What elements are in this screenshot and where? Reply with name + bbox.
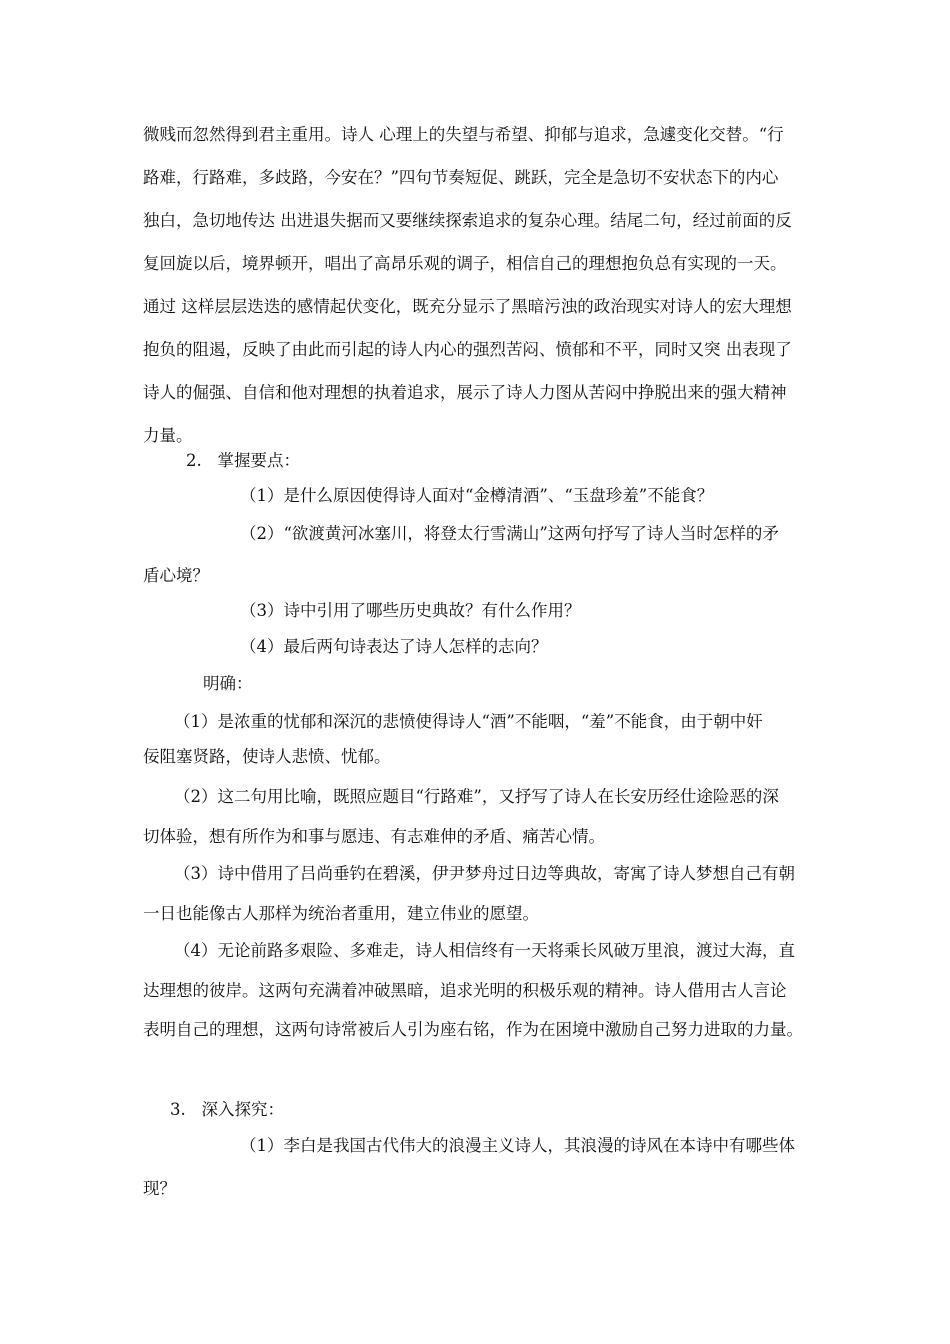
section-heading: 3. 深入探究：: [170, 1100, 284, 1119]
answer-item-continued: 一日也能像古人那样为统治者重用，建立伟业的愿望。: [143, 904, 539, 923]
answer-item: （2）这二句用比喻，既照应题目“行路难”，又抒写了诗人在长安历经仕途险恶的深: [174, 787, 779, 806]
question-item: （2）“欲渡黄河冰塞川，将登太行雪满山”这两句抒写了诗人当时怎样的矛: [240, 524, 779, 543]
answer-item: （3）诗中借用了吕尚垂钓在碧溪，伊尹梦舟过日边等典故，寄寓了诗人梦想自己有朝: [174, 864, 795, 883]
answer-item-continued: 达理想的彼岸。这两句充满着冲破黑暗，追求光明的积极乐观的精神。诗人借用古人言论: [143, 981, 787, 1000]
question-item-continued: 盾心境？: [143, 566, 209, 585]
paragraph-line: 独白，急切地传达 出进退失据而又要继续探索追求的复杂心理。结尾二句，经过前面的反: [143, 211, 792, 230]
answer-item: （1）是浓重的忧郁和深沉的悲愤使得诗人“酒”不能咽，“羞”不能食，由于朝中奸: [174, 712, 763, 731]
question-item: （1）李白是我国古代伟大的浪漫主义诗人，其浪漫的诗风在本诗中有哪些体: [240, 1136, 795, 1155]
question-item: （1）是什么原因使得诗人面对“金樽清酒”、“玉盘珍羞”不能食？: [240, 486, 714, 505]
paragraph-line: 复回旋以后，境界顿开，唱出了高昂乐观的调子，相信自己的理想抱负总有实现的一天。: [143, 254, 787, 273]
paragraph-line: 通过 这样层层迭迭的感情起伏变化，既充分显示了黑暗污浊的政治现实对诗人的宏大理想: [143, 297, 792, 316]
answer-item-continued: 表明自己的理想，这两句诗常被后人引为座右铭，作为在困境中激励自己努力进取的力量。: [143, 1020, 803, 1039]
paragraph-line: 力量。: [143, 426, 193, 445]
paragraph-line: 路难，行路难，多歧路，今安在？”四句节奏短促、跳跃，完全是急切不安状态下的内心: [143, 168, 779, 187]
section-heading: 2. 掌握要点：: [186, 451, 300, 470]
question-item: （3）诗中引用了哪些历史典故？有什么作用？: [240, 601, 581, 620]
question-item-continued: 现？: [143, 1179, 176, 1198]
paragraph-line: 诗人的倔强、自信和他对理想的执着追求，展示了诗人力图从苦闷中挣脱出来的强大精神: [143, 383, 787, 402]
answer-item-continued: 切体验，想有所作为和事与愿违、有志难伸的矛盾、痛苦心情。: [143, 827, 605, 846]
paragraph-line: 抱负的阻遏，反映了由此而引起的诗人内心的强烈苦闷、愤郁和不平，同时又突 出表现了: [143, 340, 792, 359]
answer-item-continued: 佞阻塞贤路，使诗人悲愤、忧郁。: [143, 747, 391, 766]
question-item: （4）最后两句诗表达了诗人怎样的志向？: [240, 637, 548, 656]
answer-label: 明确：: [203, 674, 253, 693]
answer-item: （4）无论前路多艰险、多难走，诗人相信终有一天将乘长风破万里浪，渡过大海，直: [174, 941, 795, 960]
paragraph-line: 微贱而忽然得到君主重用。诗人 心理上的失望与希望、抑郁与追求，急遽变化交替。“行: [143, 125, 784, 144]
